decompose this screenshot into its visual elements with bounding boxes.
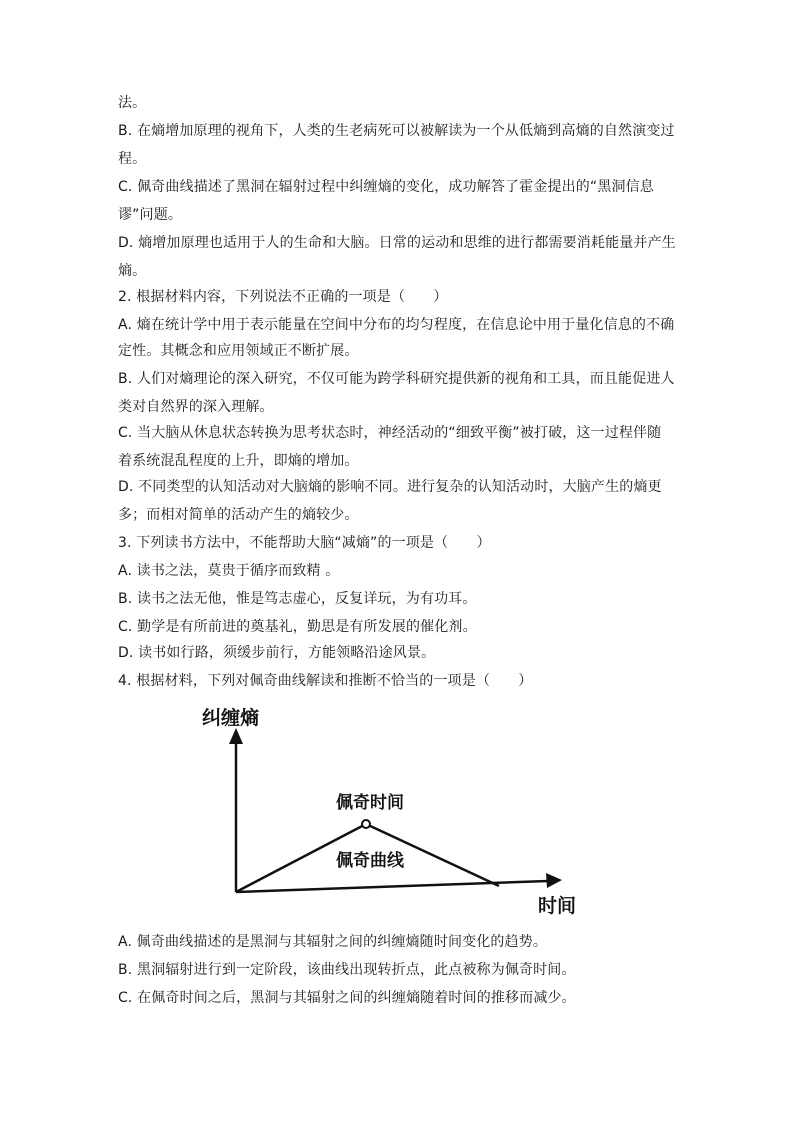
page-time-label: 佩奇时间 xyxy=(336,793,404,813)
text-line: A. 读书之法，莫贵于循序而致精 。 xyxy=(118,563,340,579)
question-2-stem: 2. 根据材料内容，下列说法不正确的一项是（ ） xyxy=(118,289,448,305)
text-line: C. 佩奇曲线描述了黑洞在辐射过程中纠缠熵的变化，成功解答了霍金提出的“黑洞信息 xyxy=(118,179,654,195)
text-line: 熵。 xyxy=(118,263,147,279)
text-line: 定性。其概念和应用领域正不断扩展。 xyxy=(118,343,359,359)
question-3-stem: 3. 下列读书方法中，不能帮助大脑“减熵”的一项是（ ） xyxy=(118,535,491,551)
page-curve-label: 佩奇曲线 xyxy=(336,851,404,871)
text-line: 程。 xyxy=(118,151,147,167)
y-axis-arrow-icon xyxy=(229,728,243,744)
text-line: D. 读书如行路，须缓步前行，方能领略沿途风景。 xyxy=(118,645,436,661)
option-c: C. 在佩奇时间之后，黑洞与其辐射之间的纠缠熵随着时间的推移而减少。 xyxy=(118,990,576,1006)
x-axis-label: 时间 xyxy=(538,895,577,917)
y-axis-label: 纠缠熵 xyxy=(202,707,260,729)
text-line: D. 熵增加原理也适用于人的生命和大脑。日常的运动和思维的进行都需要消耗能量并产生 xyxy=(118,235,676,251)
x-axis xyxy=(236,881,548,892)
text-line: B. 在熵增加原理的视角下，人类的生老病死可以被解读为一个从低熵到高熵的自然演变过 xyxy=(118,123,675,139)
x-axis-arrow-icon xyxy=(546,873,562,888)
option-a: A. 佩奇曲线描述的是黑洞与其辐射之间的纠缠熵随时间变化的趋势。 xyxy=(118,934,548,950)
text-line: B. 人们对熵理论的深入研究，不仅可能为跨学科研究提供新的视角和工具，而且能促进人 xyxy=(118,371,675,387)
text-line: 法。 xyxy=(118,95,147,111)
text-line: A. 熵在统计学中用于表示能量在空间中分布的均匀程度，在信息论中用于量化信息的不确 xyxy=(118,317,675,333)
text-line: 类对自然界的深入理解。 xyxy=(118,399,274,415)
text-line: 着系统混乱程度的上升，即熵的增加。 xyxy=(118,453,359,469)
text-line: 多；而相对简单的活动产生的熵较少。 xyxy=(118,507,359,523)
option-b: B. 黑洞辐射进行到一定阶段，该曲线出现转折点，此点被称为佩奇时间。 xyxy=(118,962,576,978)
text-line: C. 勤学是有所前进的奠基礼，勤思是有所发展的催化剂。 xyxy=(118,619,477,635)
question-4-stem: 4. 根据材料，下列对佩奇曲线解读和推断不恰当的一项是（ ） xyxy=(118,673,533,689)
text-line: 谬”问题。 xyxy=(118,207,183,223)
text-line: D. 不同类型的认知活动对大脑熵的影响不同。进行复杂的认知活动时，大脑产生的熵更 xyxy=(118,479,662,495)
text-line: C. 当大脑从休息状态转换为思考状态时，神经活动的“细致平衡”被打破，这一过程伴随 xyxy=(118,425,662,441)
page-curve-figure xyxy=(196,700,626,928)
text-line: B. 读书之法无他，惟是笃志虚心，反复详玩，为有功耳。 xyxy=(118,591,477,607)
page-time-point xyxy=(362,820,370,828)
